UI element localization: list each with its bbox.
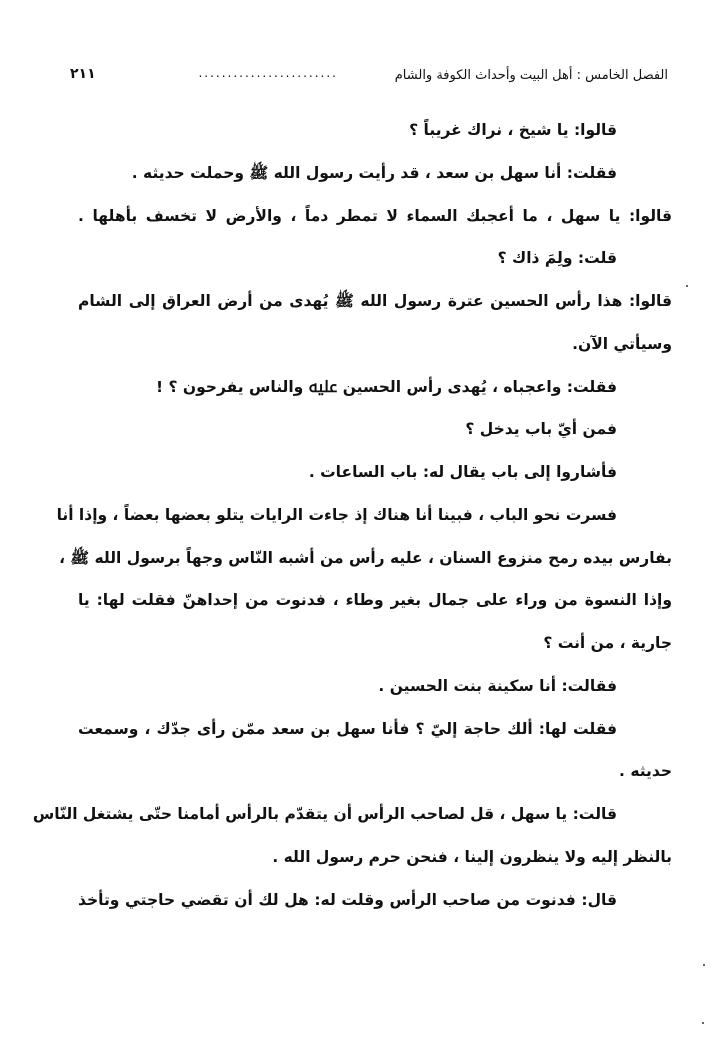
text-line: جارية ، من أنت ؟	[543, 634, 672, 652]
text-line: فقلت لها: ألك حاجة إليّ ؟ فأنا سهل بن سعد ممّن رأى جدّك ، وسمعت	[78, 719, 617, 738]
text-line: فقالت: أنا سكينة بنت الحسين .	[378, 676, 617, 695]
text-line: قلت: ولِمَ ذاك ؟	[497, 249, 617, 268]
text-line: بالنظر إليه ولا ينظرون إلينا ، فنحن حرم رسول الله .	[272, 847, 672, 866]
text-line: حديثه .	[619, 762, 672, 781]
text-line: قالت: يا سهل ، قل لصاحب الرأس أن يتقدّم بالرأس أمامنا حتّى يشتغل النّاس	[32, 805, 617, 823]
text-line: فقلت: واعجباه ، يُهدى رأس الحسين ﷷ والناس يفرحون ؟ !	[156, 377, 617, 396]
running-header	[68, 66, 670, 90]
scan-speck	[686, 285, 688, 287]
scan-speck	[703, 964, 705, 966]
text-line: فقلت: أنا سهل بن سعد ، قد رأيت رسول الله ﷺ وحملت حديثه .	[131, 163, 617, 182]
text-line: وسيأتي الآن.	[572, 334, 672, 353]
text-line: بفارس بيده رمح منزوع السنان ، عليه رأس من أشبه النّاس وجهاً برسول الله ﷺ ،	[59, 548, 672, 567]
page-number: ٢١١	[70, 66, 96, 82]
text-line: قالوا: يا شيخ ، نراك غريباً ؟	[409, 121, 617, 139]
scan-speck	[702, 1022, 704, 1024]
chapter-title: الفصل الخامس : أهل البيت وأحداث الكوفة والشام	[394, 68, 668, 83]
text-line: وإذا النسوة من وراء على جمال بغير وطاء ، فدنوت من إحداهنّ فقلت لها: يا	[78, 591, 672, 610]
text-line: فمن أيّ باب يدخل ؟	[465, 420, 617, 439]
text-line: قال: فدنوت من صاحب الرأس وقلت له: هل لك أن تقضي حاجتي وتأخذ	[78, 890, 617, 909]
text-line: قالوا: يا سهل ، ما أعجبك السماء لا تمطر دماً ، والأرض لا تخسف بأهلها .	[78, 206, 672, 225]
text-line: فسرت نحو الباب ، فبينا أنا هناك إذ جاءت الرايات يتلو بعضها بعضاً ، وإذا أنا	[56, 505, 617, 524]
text-line: فأشاروا إلى باب يقال له: باب الساعات .	[308, 463, 617, 481]
leader-dots: ........................	[198, 66, 338, 80]
text-line: قالوا: هذا رأس الحسين عترة رسول الله ﷺ يُهدى من أرض العراق إلى الشام	[78, 292, 672, 310]
page-body	[32, 109, 672, 921]
